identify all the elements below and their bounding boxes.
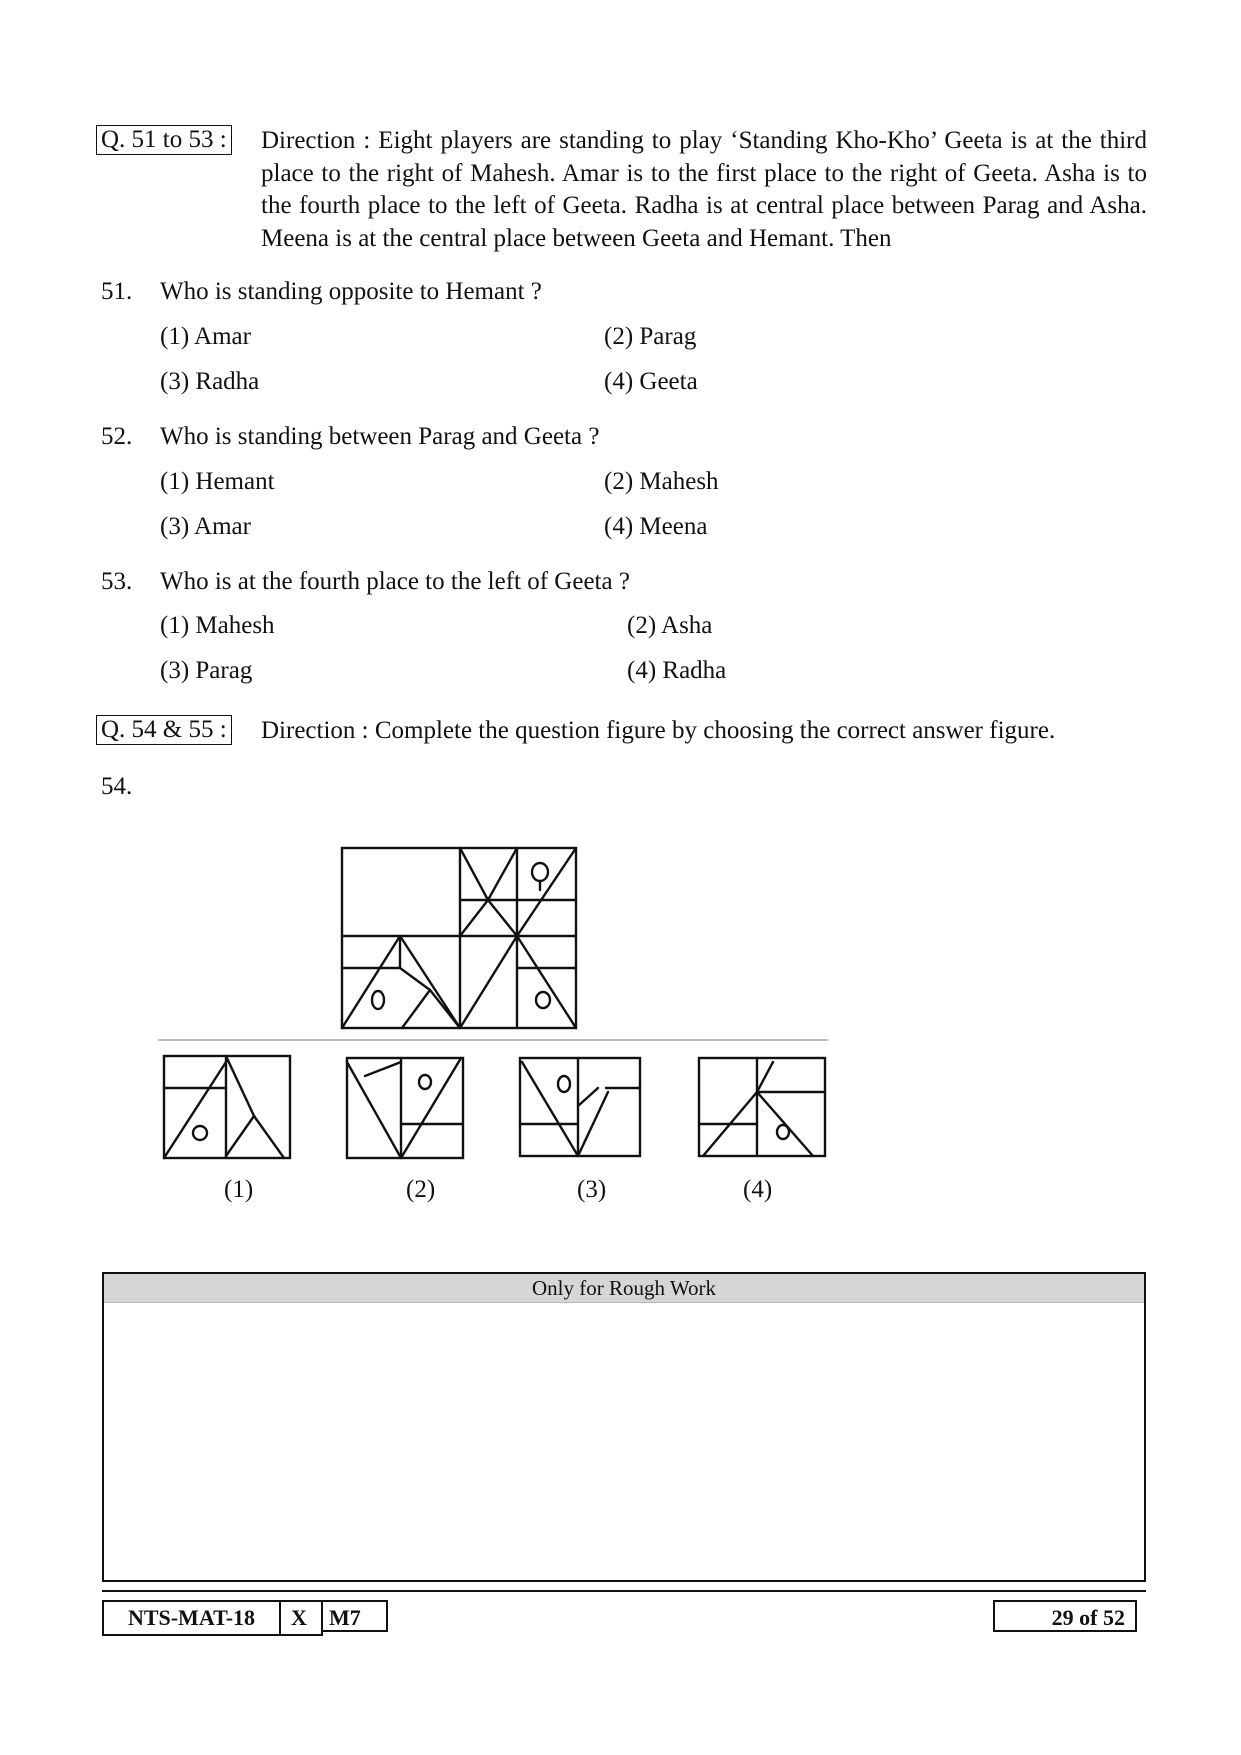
footer-set: M7 [321, 1600, 388, 1632]
rough-work-area [102, 1272, 1146, 1582]
footer-class: X [277, 1600, 323, 1636]
option: (3) Radha [160, 368, 260, 395]
answer-label-4: (4) [743, 1176, 773, 1203]
footer-page-number: 29 of 52 [993, 1600, 1137, 1632]
rough-work-title: Only for Rough Work [104, 1274, 1144, 1303]
answer-figure-4 [693, 1052, 833, 1164]
question-number: 51. [101, 278, 133, 305]
question-text: Who is standing between Parag and Geeta ? [160, 423, 600, 450]
answer-figure-2 [343, 1052, 469, 1164]
section-label-q51-53: Q. 51 to 53 : [96, 125, 232, 155]
question-text: Who is at the fourth place to the left of Geeta ? [160, 568, 630, 595]
direction-q54-55: Direction : Complete the question figure by choosing the correct answer figure. [261, 717, 1056, 744]
section-label-q54-55: Q. 54 & 55 : [96, 715, 232, 745]
option: (1) Mahesh [160, 612, 275, 639]
option: (3) Parag [160, 657, 253, 684]
question-figure [330, 840, 590, 1040]
divider [158, 1039, 828, 1041]
answer-label-2: (2) [406, 1176, 436, 1203]
option: (4) Radha [627, 657, 727, 684]
question-number: 54. [101, 773, 133, 800]
answer-label-3: (3) [577, 1176, 607, 1203]
question-text: Who is standing opposite to Hemant ? [160, 278, 542, 305]
direction-q51-53: Direction : Eight players are standing to play ‘Standing Kho-Kho’ Geeta is at the third place to the right of Mahesh. Amar is to the first place to the right of Geeta. Asha is to the fourth place to the left of Geeta. Radha is at central place between Parag and Asha. Meena is at the central place between Geeta and Hemant. Then [261, 127, 1147, 252]
question-number: 53. [101, 568, 133, 595]
answer-label-1: (1) [224, 1176, 254, 1203]
footer-rule [102, 1590, 1146, 1592]
answer-figure-3 [516, 1052, 646, 1164]
option: (1) Amar [160, 323, 251, 350]
question-number: 52. [101, 423, 133, 450]
footer-exam-code: NTS-MAT-18 [102, 1600, 281, 1636]
option: (2) Mahesh [604, 468, 719, 495]
option: (4) Geeta [604, 368, 698, 395]
option: (4) Meena [604, 513, 708, 540]
answer-figure-1 [160, 1052, 296, 1164]
option: (2) Parag [604, 323, 697, 350]
option: (3) Amar [160, 513, 251, 540]
option: (2) Asha [627, 612, 713, 639]
option: (1) Hemant [160, 468, 275, 495]
